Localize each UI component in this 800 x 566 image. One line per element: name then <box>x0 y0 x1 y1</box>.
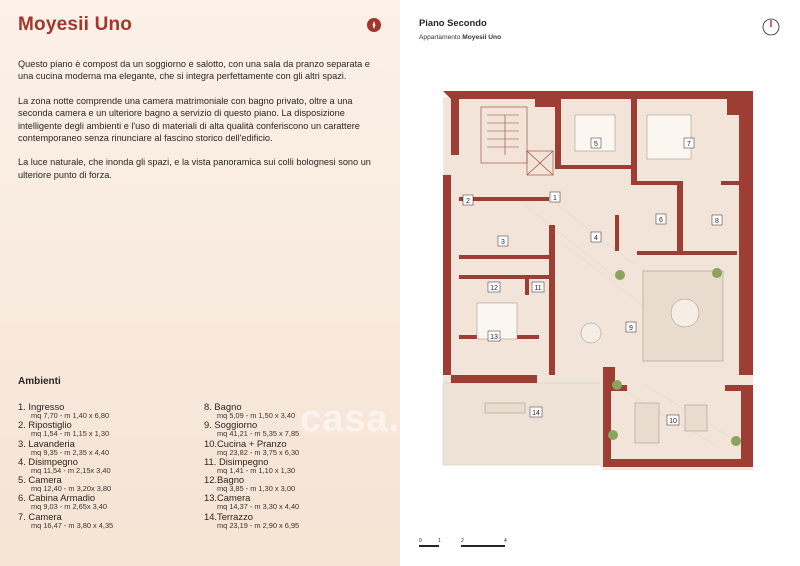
list-item: 3. Lavanderia mq 9,35 - m 2,35 x 4,40 <box>18 437 110 457</box>
svg-text:2: 2 <box>466 198 470 205</box>
svg-text:7: 7 <box>687 141 691 148</box>
room-tag-11 <box>532 282 544 292</box>
svg-text:3: 3 <box>501 239 505 246</box>
list-item: 2. Ripostiglio mq 1,54 - m 1,15 x 1,30 <box>18 419 110 439</box>
room-tag-12 <box>488 282 500 292</box>
intro-paragraph-2: La zona notte comprende una camera matrimoniale con bagno privato, oltre a una seconda camera e un ulteriore bagno a servizio di questo piano. La disposizione intelligente degli ambienti e l'uso di materiali di alta qualità conferiscono un carattere contemporaneo senza rinunciare al fascino storico dell'edificio. <box>18 95 360 144</box>
list-item: 1. Ingresso mq 7,70 - m 1,40 x 6,80 <box>18 401 110 420</box>
room-tag-7 <box>684 138 694 148</box>
page-title: Moyesii Uno <box>18 14 133 35</box>
svg-text:11: 11 <box>534 285 542 292</box>
list-item: 5. Camera mq 12,40 - m 3,20x 3,80 <box>18 474 112 494</box>
floor-plan <box>415 85 765 545</box>
svg-text:2: 2 <box>461 538 464 544</box>
svg-text:14: 14 <box>532 410 540 417</box>
rooms-list-left <box>18 401 198 529</box>
list-item: 11. Disimpegno mq 1,41 - m 1,10 x 1,30 <box>204 455 296 475</box>
list-item: 4. Disimpegno mq 11,54 - m 2,15x 3,40 <box>18 455 111 475</box>
watermark: casa.it <box>300 398 426 440</box>
svg-text:1: 1 <box>438 538 441 544</box>
room-tag-13 <box>488 331 500 341</box>
room-tag-1 <box>550 192 560 202</box>
plan-title: Piano Secondo <box>419 17 487 28</box>
svg-text:6: 6 <box>659 217 663 224</box>
plan-subtitle: Appartamento Moyesii Uno <box>419 34 502 41</box>
svg-text:13: 13 <box>490 334 498 341</box>
svg-text:1: 1 <box>553 195 557 202</box>
svg-text:5: 5 <box>594 141 598 148</box>
svg-text:12: 12 <box>490 285 498 292</box>
svg-text:9: 9 <box>629 325 633 332</box>
list-item: 9. Soggiorno mq 41,21 - m 5,35 x 7,85 <box>204 419 300 439</box>
room-tag-4 <box>591 232 601 242</box>
north-arrow-icon <box>762 18 780 36</box>
svg-text:4: 4 <box>594 235 598 242</box>
compass-icon[interactable] <box>367 18 381 32</box>
scale-bar <box>419 536 509 556</box>
list-item: 14.Terrazzo mq 23,19 - m 2,90 x 6,95 <box>204 510 300 530</box>
list-item: 6. Cabina Armadio mq 9,03 - m 2,65x 3,40 <box>18 492 107 512</box>
svg-text:8: 8 <box>715 218 719 225</box>
room-tag-6 <box>656 214 666 224</box>
room-tag-14 <box>530 407 542 417</box>
list-item: 10.Cucina + Pranzo mq 23,82 - m 3,75 x 6,30 <box>204 437 300 457</box>
compass-glyph-icon <box>369 20 379 30</box>
list-item: 12.Bagno mq 3,85 - m 1,30 x 3,00 <box>204 474 296 494</box>
room-tag-8 <box>712 215 722 225</box>
svg-text:0: 0 <box>419 538 422 544</box>
svg-text:10: 10 <box>669 418 677 425</box>
room-tag-5 <box>591 138 601 148</box>
intro-text <box>18 58 380 193</box>
svg-text:4: 4 <box>504 538 507 544</box>
rooms-heading: Ambienti <box>18 376 61 387</box>
list-item: 7. Camera mq 16,47 - m 3,80 x 4,35 <box>18 510 114 530</box>
terrace-area <box>443 383 603 465</box>
room-tag-3 <box>498 236 508 246</box>
list-item: 8. Bagno mq 5,09 - m 1,50 x 3,40 <box>204 401 296 420</box>
intro-paragraph-1: Questo piano è compost da un soggiorno e salotto, con una sala da pranzo separata e una cucina moderna ma elegante, che si integra perfettamente con gli altri spazi. <box>18 59 370 82</box>
room-tag-10 <box>667 415 679 425</box>
room-tag-2 <box>463 195 473 205</box>
room-tag-9 <box>626 322 636 332</box>
list-item: 13.Camera mq 14,37 - m 3,30 x 4,40 <box>204 492 300 512</box>
intro-paragraph-3: La luce naturale, che inonda gli spazi, e la vista panoramica sui colli bolognesi sono un ulteriore punto di forza. <box>18 157 371 180</box>
